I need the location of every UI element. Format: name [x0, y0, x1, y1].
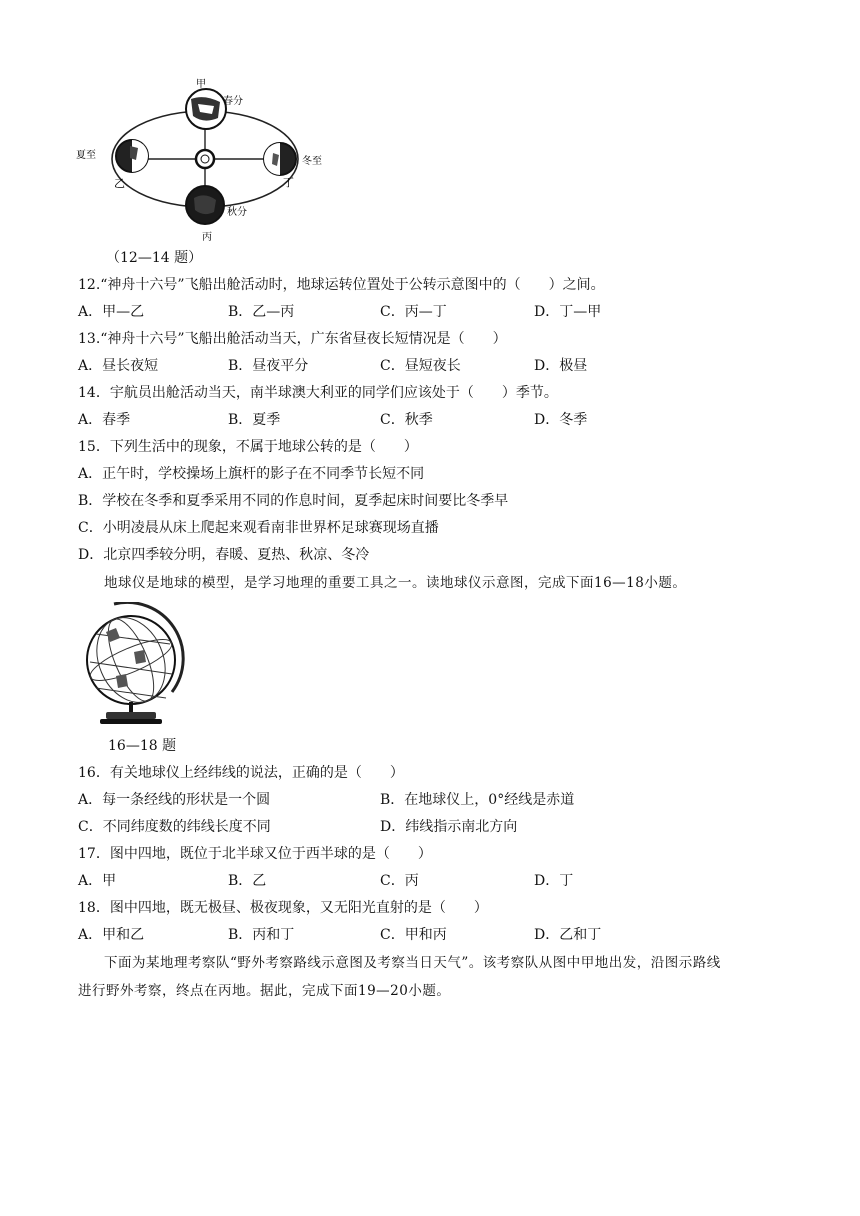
- globe-intro: 地球仪是地球的模型，是学习地理的重要工具之一。读地球仪示意图，完成下面16—18小题。: [104, 575, 687, 591]
- question-12: 12.“神舟十六号”飞船出舱活动时，地球运转位置处于公转示意图中的（ ）之间。: [78, 277, 605, 293]
- figure2-caption: 16—18 题: [108, 738, 177, 754]
- option-a: A．甲: [78, 873, 117, 889]
- earth-left-icon: [116, 140, 148, 172]
- question-14: 14．宇航员出舱活动当天，南半球澳大利亚的同学们应该处于（ ）季节。: [78, 385, 558, 401]
- option-b: B．在地球仪上，0°经线是赤道: [380, 792, 575, 808]
- option-d: D．丁—甲: [534, 304, 602, 320]
- option-d: D．北京四季较分明，春暖、夏热、秋凉、冬冷: [78, 547, 370, 563]
- option-d: D．纬线指示南北方向: [380, 819, 518, 835]
- label-qiufen: 秋分: [227, 207, 247, 218]
- question-15: 15．下列生活中的现象，不属于地球公转的是（ ）: [78, 439, 418, 455]
- option-a: A．春季: [78, 412, 131, 428]
- earth-bottom-icon: [186, 186, 224, 224]
- question-18-options: [78, 926, 778, 944]
- question-13: 13.“神舟十六号”飞船出舱活动当天，广东省昼夜长短情况是（ ）: [78, 331, 507, 347]
- label-chunfen: 春分: [223, 96, 243, 107]
- globe-diagram: [76, 602, 196, 726]
- label-xiazhi: 夏至: [76, 150, 96, 161]
- question-13-options: [78, 357, 778, 375]
- earth-revolution-diagram: [74, 76, 364, 246]
- option-c: C．甲和丙: [380, 927, 447, 943]
- option-a: A．甲和乙: [78, 927, 145, 943]
- sun-icon: [196, 150, 214, 168]
- label-jia: 甲: [196, 79, 206, 90]
- trip-intro-line2: 进行野外考察，终点在丙地。据此，完成下面19—20小题。: [78, 983, 451, 999]
- earth-top-icon: [186, 89, 226, 129]
- question-17-options: [78, 872, 778, 890]
- option-b: B．夏季: [228, 412, 281, 428]
- option-d: D．乙和丁: [534, 927, 602, 943]
- option-c: C．小明凌晨从床上爬起来观看南非世界杯足球赛现场直播: [78, 520, 439, 536]
- option-d: D．丁: [534, 873, 574, 889]
- question-18: 18．图中四地，既无极昼、极夜现象，又无阳光直射的是（ ）: [78, 900, 488, 916]
- question-16: 16．有关地球仪上经纬线的说法，正确的是（ ）: [78, 765, 404, 781]
- label-bing: 丙: [202, 232, 212, 243]
- option-c: C．丙: [380, 873, 419, 889]
- option-b: B．乙: [228, 873, 267, 889]
- option-b: B．乙—丙: [228, 304, 295, 320]
- label-dongzhi: 冬至: [302, 156, 322, 167]
- figure1-caption: （12—14 题）: [106, 250, 203, 266]
- question-16-options-row2: [78, 818, 778, 836]
- option-c: C．昼短夜长: [380, 358, 461, 374]
- question-17: 17．图中四地，既位于北半球又位于西半球的是（ ）: [78, 846, 432, 862]
- option-b: B．昼夜平分: [228, 358, 309, 374]
- label-yi: 乙: [114, 177, 125, 190]
- trip-intro-line1: 下面为某地理考察队“野外考察路线示意图及考察当日天气”。该考察队从图中甲地出发，沿图示路线: [104, 955, 721, 971]
- option-c: C．丙—丁: [380, 304, 447, 320]
- option-a: A．每一条经线的形状是一个圆: [78, 792, 271, 808]
- option-d: D．极昼: [534, 358, 588, 374]
- question-14-options: [78, 411, 778, 429]
- option-c: C．秋季: [380, 412, 433, 428]
- option-a: A．正午时，学校操场上旗杆的影子在不同季节长短不同: [78, 466, 425, 482]
- label-ding: 丁: [283, 176, 294, 189]
- option-a: A．昼长夜短: [78, 358, 159, 374]
- option-b: B．学校在冬季和夏季采用不同的作息时间，夏季起床时间要比冬季早: [78, 493, 509, 509]
- option-d: D．冬季: [534, 412, 588, 428]
- option-a: A．甲—乙: [78, 304, 145, 320]
- question-16-options-row1: [78, 791, 778, 809]
- question-12-options: [78, 303, 778, 321]
- option-b: B．丙和丁: [228, 927, 295, 943]
- option-c: C．不同纬度数的纬线长度不同: [78, 819, 271, 835]
- earth-right-icon: [264, 143, 296, 175]
